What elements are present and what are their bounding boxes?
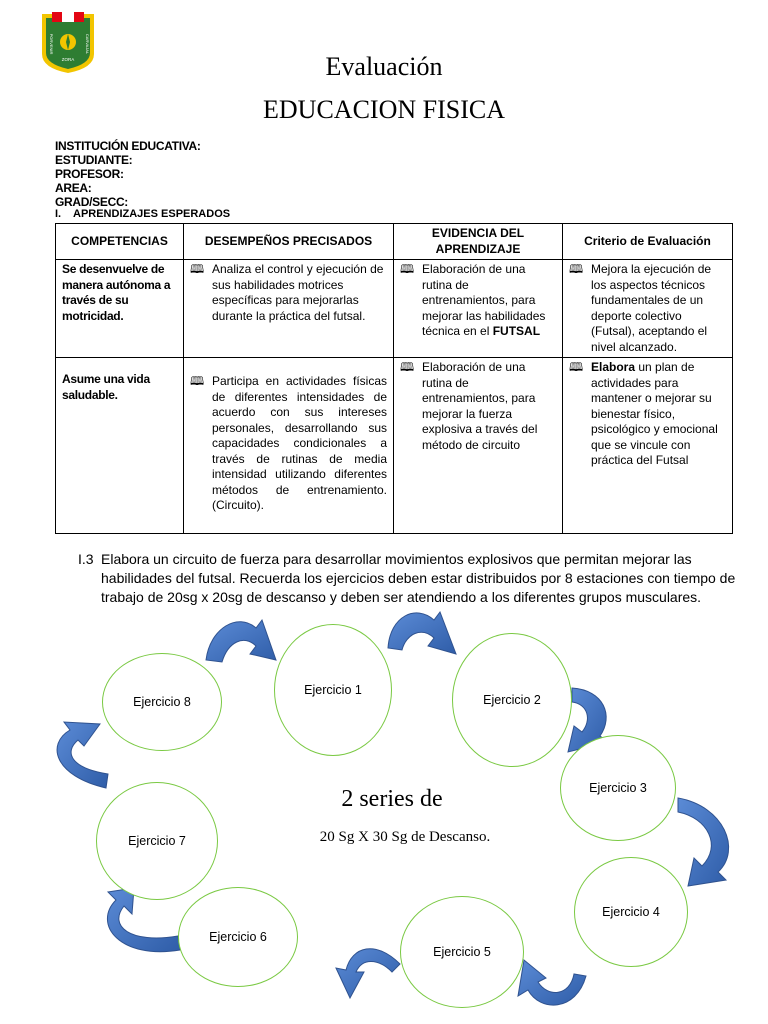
book-icon: 🕮: [569, 360, 584, 374]
field-area: AREA:: [55, 181, 92, 195]
book-icon: 🕮: [190, 374, 205, 388]
arrow-5-to-6: [336, 949, 400, 998]
header-evidencia: EVIDENCIA DEL APRENDIZAJE: [394, 224, 563, 260]
page-title: Evaluación: [325, 52, 443, 81]
section-number: I.: [55, 208, 62, 220]
exercise-8-station: Ejercicio 8: [102, 653, 222, 751]
circuit-center-title: 2 series de: [341, 786, 443, 812]
criterio-cell: 🕮 Elabora un plan de actividades para mantener o mejorar su bienestar físico, psicológico y emocional que se vincule con práctica del Futsal: [563, 358, 733, 534]
book-icon: 🕮: [400, 262, 415, 276]
exercise-7-station: Ejercicio 7: [96, 782, 218, 900]
arrow-8-to-1: [206, 620, 276, 662]
evidencia-cell: 🕮 Elaboración de una rutina de entrenamientos, para mejorar la fuerza explosiva a través del método de circuito: [394, 358, 563, 534]
book-icon: 🕮: [569, 262, 584, 276]
arrow-3-to-4: [678, 798, 729, 886]
exercise-6-station: Ejercicio 6: [178, 887, 298, 987]
logo-mid-text: ZORA: [61, 57, 75, 62]
circuit-center-subtitle: 20 Sg X 30 Sg de Descanso.: [319, 829, 491, 845]
arrow-4-to-5: [518, 960, 586, 1005]
arrow-7-to-8: [57, 722, 108, 788]
evidencia-cell: 🕮 Elaboración de una rutina de entrenamientos, para mejorar las habilidades técnica en el FUTSAL: [394, 260, 563, 358]
desempeno-cell: 🕮 Participa en actividades físicas de diferentes intensidades de acuerdo con sus intereses personales, desarrollando sus capacidades condicionales a través de rutinas de media intensidad utilizando diferentes métodos de entrenamiento. (Circuito).: [184, 358, 394, 534]
field-profesor: PROFESOR:: [55, 167, 124, 181]
exercise-3-station: Ejercicio 3: [560, 735, 676, 841]
book-icon: 🕮: [400, 360, 415, 374]
competencia-cell: Se desenvuelve de manera autónoma a través de su motricidad.: [56, 260, 184, 358]
logo-right-text: CARVAJAL: [85, 33, 90, 55]
criterio-cell: 🕮 Mejora la ejecución de los aspectos técnicos fundamentales de un deporte colectivo (Futsal), aceptando el nivel alcanzado.: [563, 260, 733, 358]
section-title: APRENDIZAJES ESPERADOS: [73, 208, 231, 220]
arrow-1-to-2: [388, 612, 456, 654]
header-competencias: COMPETENCIAS: [56, 224, 184, 260]
exercise-2-station: Ejercicio 2: [452, 633, 572, 767]
exercise-5-station: Ejercicio 5: [400, 896, 524, 1008]
desempeno-cell: 🕮 Analiza el control y ejecución de sus habilidades motrices específicas para mejorarlas durante la práctica del futsal.: [184, 260, 394, 358]
instruction-text: Elabora un circuito de fuerza para desarrollar movimientos explosivos que permitan mejorar las habilidades del futsal. Recuerda los ejercicios deben estar distribuidos por 8 estaciones con tiempo de trabajo de 20sg x 20sg de descanso y deben ser atendiendo a los diferentes grupos musculares.: [101, 551, 736, 605]
competencia-cell: Asume una vida saludable.: [56, 358, 184, 534]
exercise-4-station: Ejercicio 4: [574, 857, 688, 967]
header-desempenos: DESEMPEÑOS PRECISADOS: [184, 224, 394, 260]
instruction-number: I.3: [78, 551, 94, 567]
field-grado: GRAD/SECC:: [55, 195, 129, 209]
field-institucion: INSTITUCIÓN EDUCATIVA:: [55, 139, 201, 153]
exercise-1-station: Ejercicio 1: [274, 624, 392, 756]
page-subtitle: EDUCACION FISICA: [263, 95, 505, 124]
book-icon: 🕮: [190, 262, 205, 276]
field-estudiante: ESTUDIANTE:: [55, 153, 133, 167]
header-criterio: Criterio de Evaluación: [563, 224, 733, 260]
logo-left-text: PORVENIR: [49, 33, 54, 55]
